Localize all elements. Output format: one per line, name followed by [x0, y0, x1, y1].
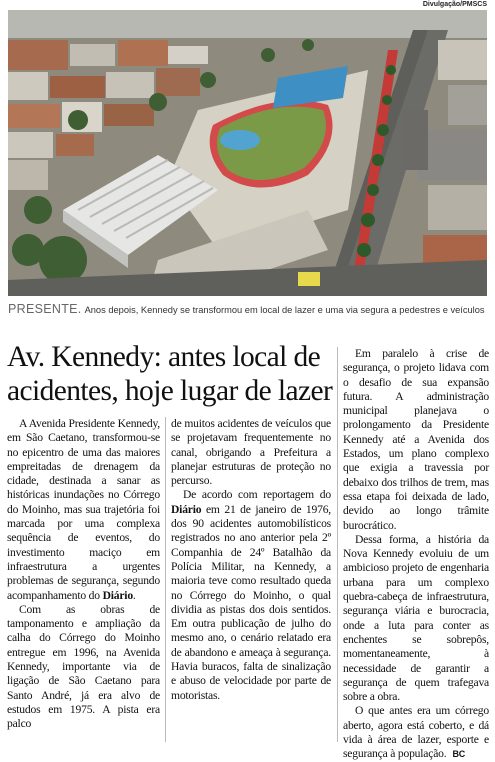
paragraph-text: em 21 de janeiro de 1976, dos 90 acidentes automobilísticos registrados no ano anterior pela 2º Companhia de 24º Batalhão da Polícia Militar, na Kennedy, a maioria teve como resultado queda no Córrego do Moinho, o qual dividia as pistas dos dois sentidos. Em outra publicação de julho do mesmo ano, o cenário relatado era de abandono e ameaça à segurança. Havia buracos, falta de sinalização e abuso de velocidade por parte de motoristas. — [171, 502, 331, 702]
article-column-2 — [171, 417, 331, 703]
caption-kicker: PRESENTE. — [8, 302, 82, 316]
photo-credit: Divulgação/PMSCS — [422, 1, 487, 8]
newspaper-name: Diário — [171, 502, 202, 516]
author-signature: BC — [452, 749, 466, 760]
article-column-3 — [343, 347, 489, 762]
paragraph-text: . — [132, 588, 136, 602]
paragraph-text: A Avenida Presidente Kennedy, em São Caetano, transformou-se no epicentro de uma das maiores empreitadas de drenagem da cidade, destinada a sanar as históricas inundações no Córrego do Moinho, mas sua trajetória foi marcada por uma complexa sequência de eventos, do investimento maciço em infraestrutura a urgentes problemas de segurança, segundo acompanhamento do — [7, 417, 160, 602]
paragraph — [171, 488, 331, 702]
headline: Av. Kennedy: antes local de acidentes, hoje lugar de lazer — [7, 341, 333, 407]
newspaper-name: Diário — [102, 588, 133, 602]
paragraph: Em paralelo à crise de segurança, o projeto lidava com o desafio de sua expansão futura. A administração municipal planejava o prolongamento da Presidente Kennedy até a Avenida dos Estados, um plano complexo que exigia a travessia por debaixo dos trilhos de trem, mas essa etapa foi deixada de lado, devido ao longo trâmite burocrático. — [343, 347, 489, 532]
paragraph — [7, 417, 160, 603]
article-column-1 — [7, 417, 160, 732]
paragraph: Dessa forma, a história da Nova Kennedy evoluiu de um ambicioso projeto de engenharia urbana para um complexo quebra-cabeça de infraestrutura, segurança viária e burocracia, onde a luta para conter as enchentes se sobrepôs, momentaneamente, à necessidade de garantir a segurança de quem trafegava sobre a obra. — [343, 532, 489, 704]
paragraph: de muitos acidentes de veículos que se projetavam frequentemente no canal, obrigando a Prefeitura a planejar estruturas de proteção no percurso. — [171, 417, 331, 488]
column-divider — [337, 347, 338, 742]
paragraph-text: De acordo com reportagem do — [183, 488, 331, 502]
column-divider — [165, 417, 166, 742]
aerial-photo-illustration — [8, 10, 487, 296]
aerial-photo — [8, 10, 487, 296]
caption-text: Anos depois, Kennedy se transformou em local de lazer e uma via segura a pedestres e veículos — [84, 305, 485, 315]
paragraph: Com as obras de tamponamento e ampliação da calha do Córrego do Moinho entregue em 1996, na Avenida Kennedy, importante via de ligação de São Caetano para Santo André, já era alvo de estudos em 1975. A pista era palco — [7, 602, 160, 731]
paragraph — [343, 704, 489, 761]
paragraph-text: O que antes era um córrego aberto, agora está coberto, e dá vida à área de lazer, esporte e segurança à população. — [343, 704, 489, 761]
photo-caption — [8, 302, 487, 318]
